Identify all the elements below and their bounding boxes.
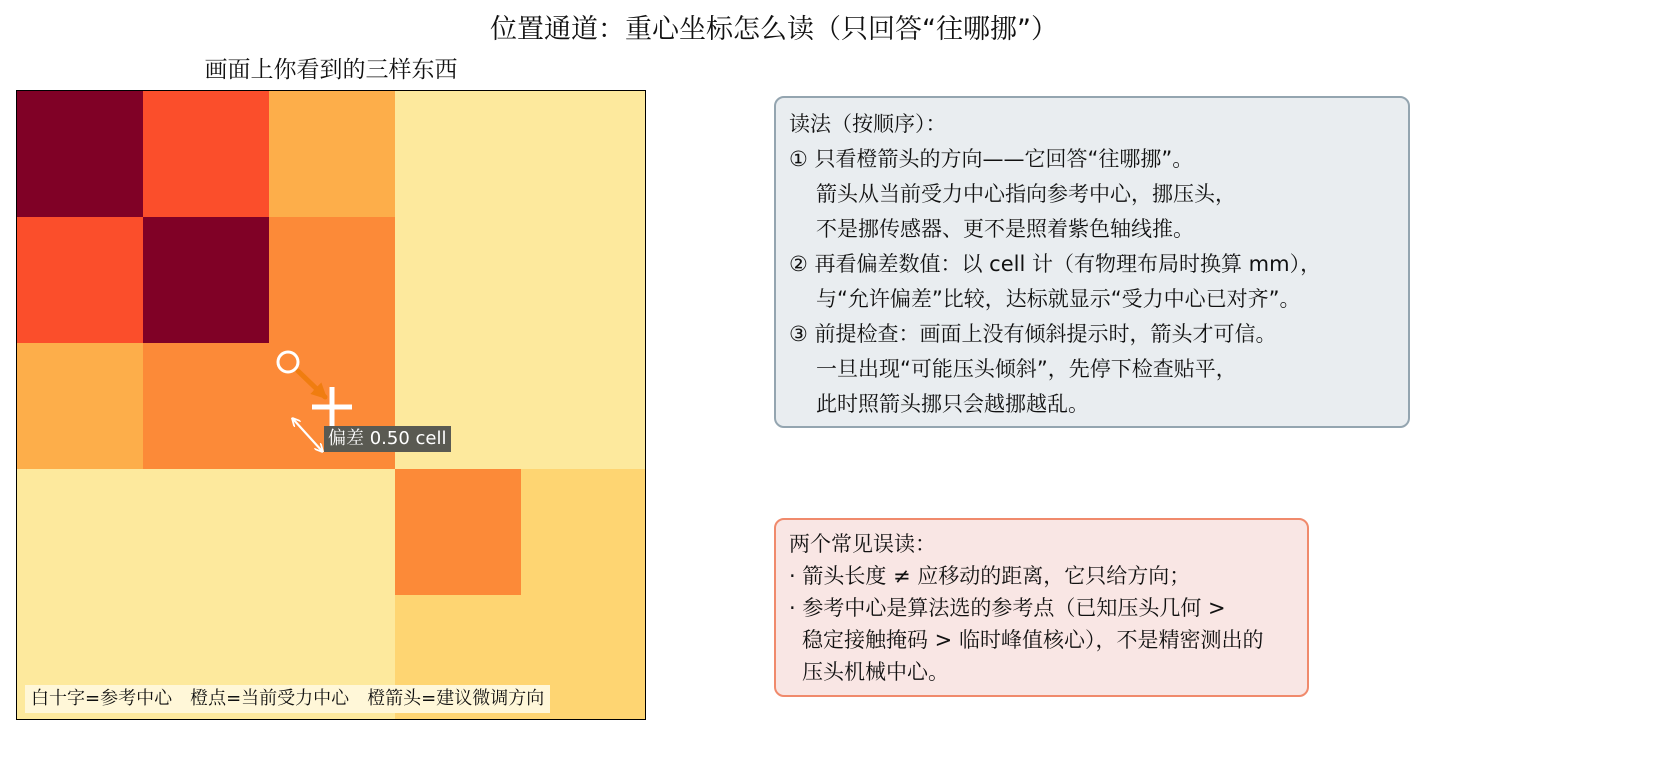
step-1: ① 只看橙箭头的方向——它回答“往哪挪”。 (789, 147, 1194, 171)
step-3-detail-1: 一旦出现“可能压头倾斜”，先停下检查贴平， (816, 357, 1237, 381)
legend-orange-arrow: 橙箭头=建议微调方向 (367, 688, 545, 709)
step-2: ② 再看偏差数值：以 cell 计（有物理布局时换算 mm）， (789, 252, 1322, 276)
heatmap-cell (521, 91, 646, 218)
heatmap-cell (269, 469, 396, 596)
heatmap-cell (269, 217, 396, 344)
heatmap-cell (143, 217, 270, 344)
legend-orange-dot: 橙点=当前受力中心 (190, 688, 350, 709)
heatmap-cell (395, 217, 522, 344)
reading-steps-box (774, 96, 1410, 428)
heatmap-cell (17, 469, 144, 596)
mistake-2-cont-2: 压头机械中心。 (802, 660, 949, 684)
pressure-heatmap (16, 90, 646, 720)
heatmap-cell (269, 91, 396, 218)
heatmap-canvas (17, 91, 646, 720)
common-mistakes-box (774, 518, 1309, 697)
heatmap-cell (17, 91, 144, 218)
mistake-2-cont-1: 稳定接触掩码 > 临时峰值核心），不是精密测出的 (802, 628, 1264, 652)
step-3-detail-2: 此时照箭头挪只会越挪越乱。 (816, 392, 1089, 416)
mistakes-heading: 两个常见误读： (789, 532, 936, 556)
heatmap-cell (521, 217, 646, 344)
heatmap-cell (143, 91, 270, 218)
step-1-detail-1: 箭头从当前受力中心指向参考中心，挪压头， (816, 182, 1236, 206)
heatmap-cell (521, 343, 646, 470)
heatmap-cell (17, 217, 144, 344)
heatmap-cell (395, 469, 522, 596)
heatmap-cell (395, 91, 522, 218)
mistake-2: · 参考中心是算法选的参考点（已知压头几何 > (789, 596, 1226, 620)
legend-white-cross: 白十字=参考中心 (31, 688, 173, 709)
heatmap-cell (17, 343, 144, 470)
step-2-detail-1: 与“允许偏差”比较，达标就显示“受力中心已对齐”。 (816, 287, 1301, 311)
heatmap-cell (143, 469, 270, 596)
heatmap-cell (143, 343, 270, 470)
step-3: ③ 前提检查：画面上没有倾斜提示时，箭头才可信。 (789, 322, 1277, 346)
step-1-detail-2: 不是挪传感器、更不是照着紫色轴线推。 (816, 217, 1194, 241)
deviation-label: 偏差 0.50 cell (324, 426, 451, 452)
steps-heading: 读法（按顺序）： (789, 112, 947, 136)
pressure-center-dot (278, 352, 298, 372)
panel-title: 画面上你看到的三样东西 (204, 57, 458, 83)
page-title: 位置通道：重心坐标怎么读（只回答“往哪挪”） (490, 14, 1058, 45)
mistake-1: · 箭头长度 ≠ 应移动的距离，它只给方向； (789, 564, 1191, 588)
heatmap-cell (521, 469, 646, 596)
marker-legend (25, 685, 550, 713)
